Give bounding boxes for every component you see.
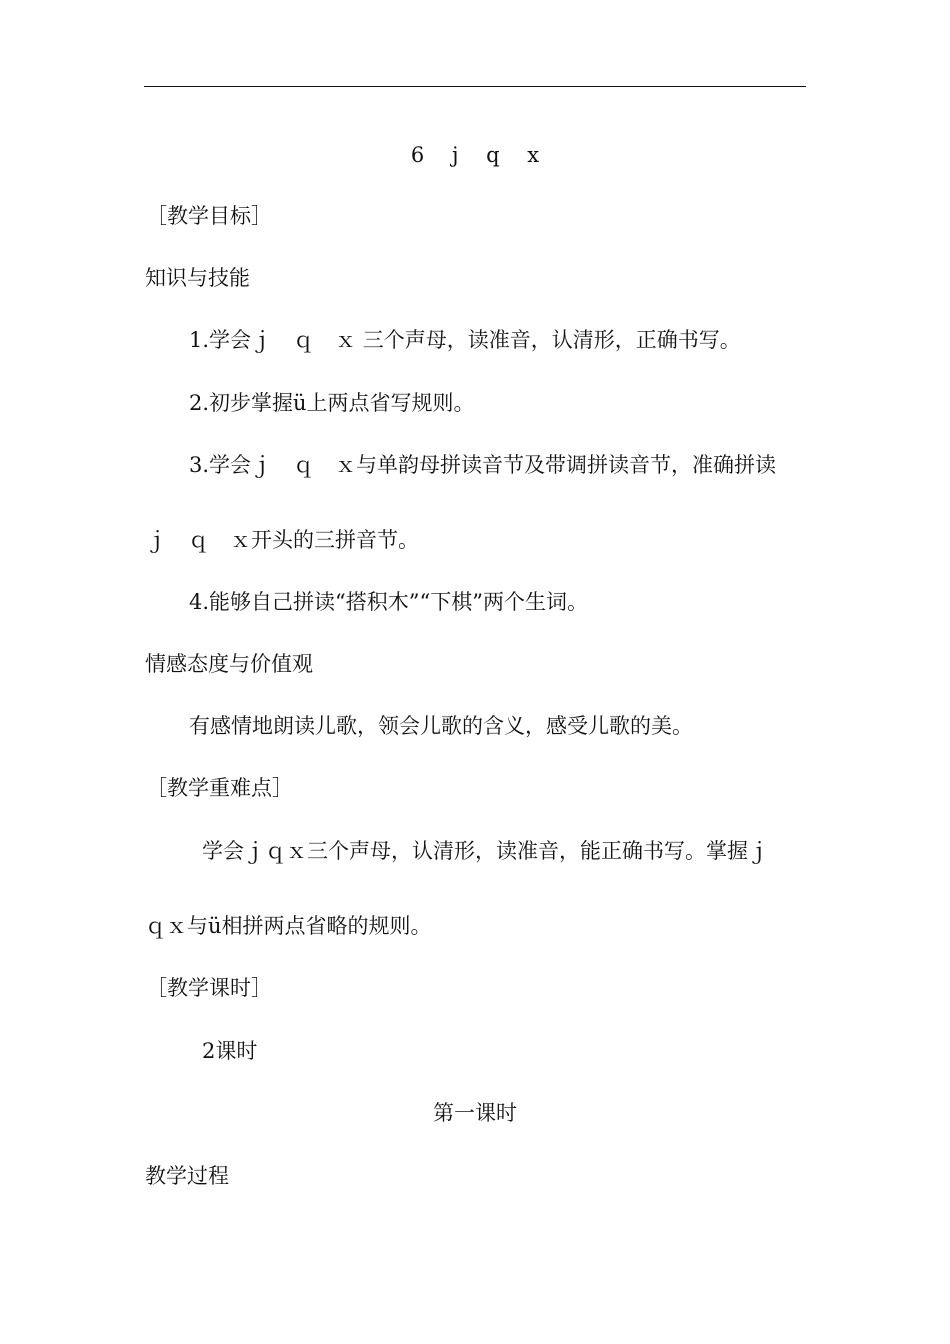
section-class-hours: ［教学课时］ <box>146 976 272 1000</box>
lesson-one-heading: 第一课时 <box>433 1101 517 1125</box>
emotion-text: 有感情地朗读儿歌，领会儿歌的含义，感受儿歌的美。 <box>189 714 693 738</box>
key-points-line-1: 学会ｊｑｘ三个声母，认清形，读准音，能正确书写。掌握ｊ <box>202 839 769 863</box>
section-key-points: ［教学重难点］ <box>146 776 293 800</box>
key-points-line-2: ｑｘ与ü相拼两点省略的规则。 <box>145 914 432 938</box>
goal-item-3-line-2: ｊ ｑ ｘ开头的三拼音节。 <box>146 528 419 552</box>
heading-knowledge-skills: 知识与技能 <box>145 266 250 290</box>
heading-emotion-values: 情感态度与价值观 <box>145 652 313 676</box>
goal-item-4: 4.能够自己拼读“搭积木”“下棋”两个生词。 <box>189 590 588 614</box>
class-hours-value: 2课时 <box>202 1039 258 1063</box>
goal-item-1: 1.学会ｊ ｑ ｘ 三个声母，读准音，认清形，正确书写。 <box>189 328 741 352</box>
lesson-title: 6 j q x <box>410 143 540 167</box>
section-teaching-goals: ［教学目标］ <box>146 204 272 228</box>
goal-item-3-line-1: 3.学会ｊ ｑ ｘ与单韵母拼读音节及带调拼读音节，准确拼读 <box>189 453 777 477</box>
goal-item-2: 2.初步掌握ü上两点省写规则。 <box>189 391 475 415</box>
teaching-process-heading: 教学过程 <box>145 1164 229 1188</box>
header-rule <box>144 86 806 87</box>
